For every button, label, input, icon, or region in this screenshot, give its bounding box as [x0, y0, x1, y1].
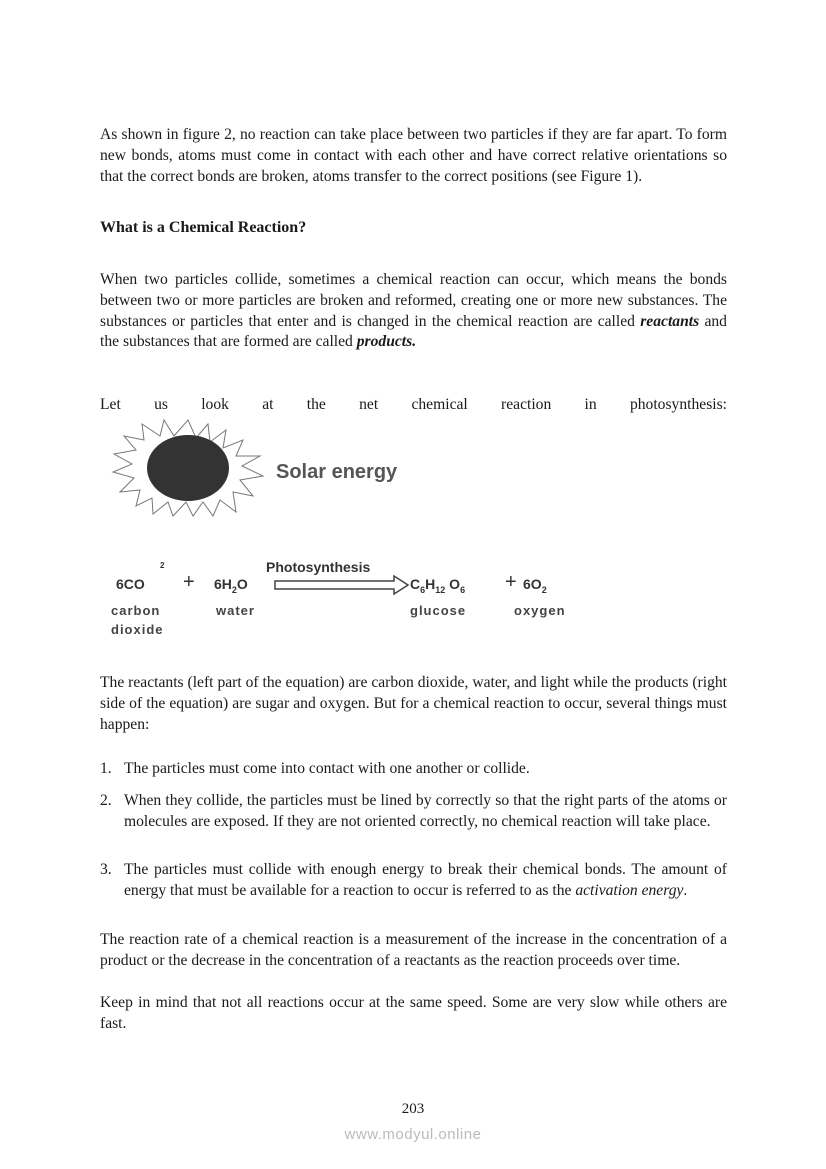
reactant-h2o: [214, 576, 248, 595]
label-glucose: glucose: [410, 603, 467, 618]
term-products: products.: [356, 333, 417, 351]
text: 6H: [214, 576, 232, 592]
superscript-2: 2: [160, 561, 165, 570]
list-item: [100, 759, 727, 780]
process-label: Photosynthesis: [266, 559, 371, 575]
reactant-co2: 6CO: [116, 576, 145, 592]
page-number: 203: [401, 1101, 425, 1117]
reaction-arrow-icon: [274, 574, 410, 596]
subscript: 2: [541, 584, 547, 595]
subscript: 6: [420, 584, 426, 595]
plus-sign: +: [505, 571, 517, 593]
sun-icon: [108, 418, 268, 518]
reactants-paragraph: The reactants (left part of the equation) are carbon dioxide, water, and light while the products (right side of the equation) are sugar and oxygen. But for a chemical reaction to occur, several things must happen:: [100, 674, 727, 733]
product-glucose: [410, 576, 465, 595]
list-text: When they collide, the particles must be lined by correctly so that the right parts of the atoms or molecules are exposed. If they are not oriented correctly, no chemical reaction will take place.: [124, 792, 727, 830]
label-carbon: carbon: [111, 603, 161, 618]
text: and the substances that are formed are called: [100, 312, 727, 351]
list-item: [100, 860, 727, 902]
list-text: The particles must come into contact with one another or collide.: [124, 760, 530, 777]
text: .: [683, 881, 688, 899]
solar-energy-label: Solar energy: [276, 461, 398, 483]
intro-paragraph: As shown in figure 2, no reaction can take place between two particles if they are far apart. To form new bonds, atoms must come in contact with each other and have correct relative orientations so that the correct bonds are broken, atoms transfer to the correct positions (see Figure 1).: [100, 126, 727, 185]
section-heading: What is a Chemical Reaction?: [100, 219, 307, 236]
list-number: 1.: [100, 760, 112, 777]
list-number: 3.: [100, 861, 112, 878]
photosynthesis-intro: Let us look at the net chemical reaction in photosynthesis:: [100, 396, 727, 413]
text: C: [410, 576, 421, 592]
term-reactants: reactants: [640, 312, 700, 330]
subscript: 2: [231, 584, 237, 595]
list-item: [100, 791, 727, 833]
text: O: [236, 576, 248, 592]
label-oxygen: oxygen: [514, 603, 566, 618]
subscript: 12: [435, 584, 446, 595]
plus-sign: +: [183, 571, 195, 593]
reaction-rate-paragraph: The reaction rate of a chemical reaction is a measurement of the increase in the concentration of a product or the decrease in the concentration of a reactants as the reaction proceeds over time.: [100, 931, 727, 969]
list-number: 2.: [100, 792, 112, 809]
subscript: 6: [460, 584, 466, 595]
text: 6O: [523, 576, 542, 592]
speed-paragraph: Keep in mind that not all reactions occur at the same speed. Some are very slow while others are fast.: [100, 994, 727, 1032]
list-text: The particles must collide with enough energy to break their chemical bonds. The amount of energy that must be available for a reaction to occur is referred to as the: [124, 861, 727, 899]
text: When two particles collide, sometimes a chemical reaction can occur, which means the bonds between two or more particles are broken and reformed, creating one or more new substances. The substances or particles that enter and is changed in the chemical reaction are called: [100, 271, 727, 330]
label-dioxide: dioxide: [111, 622, 164, 637]
text: O: [449, 576, 461, 592]
text: H: [425, 576, 436, 592]
watermark: www.modyul.online: [344, 1126, 482, 1143]
product-o2: [523, 576, 547, 595]
label-water: water: [216, 603, 255, 618]
term-activation-energy: activation energy: [575, 881, 684, 899]
definition-paragraph: [100, 270, 727, 353]
